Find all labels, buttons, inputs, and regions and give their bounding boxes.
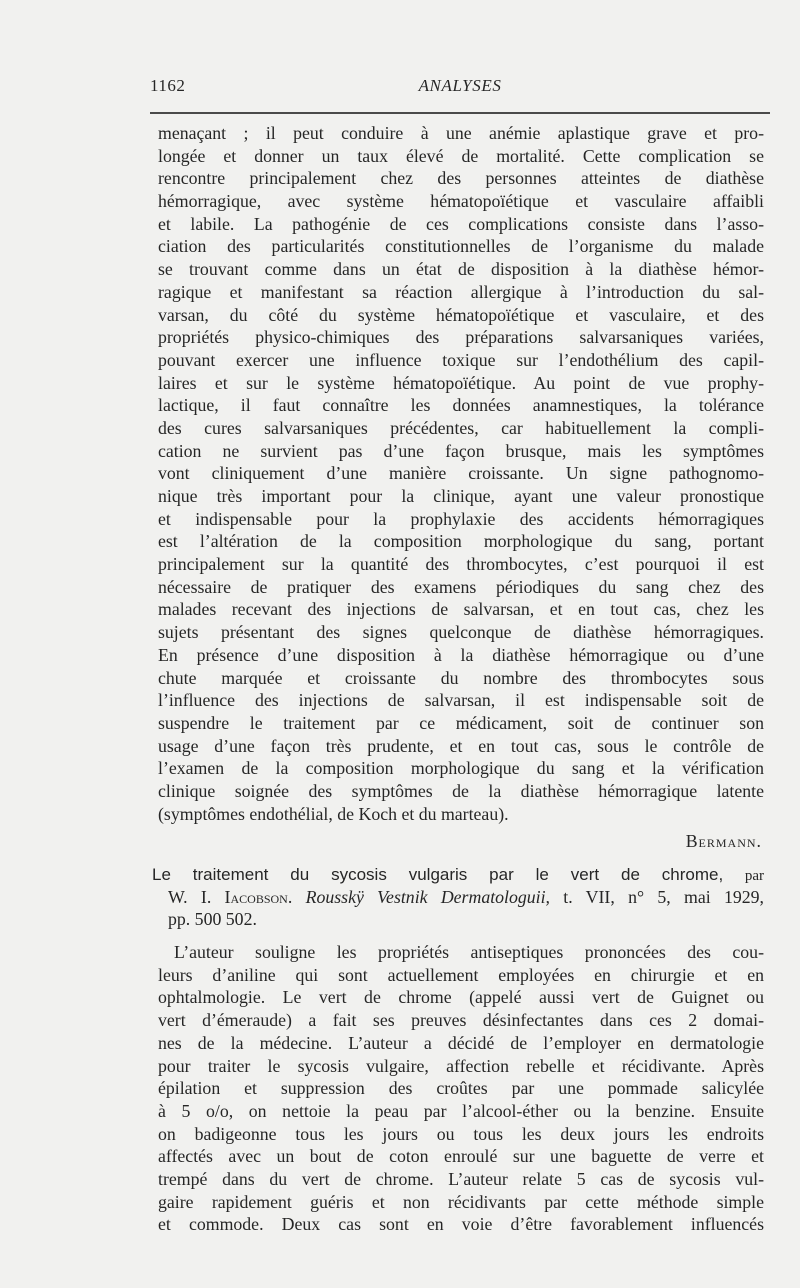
text-line: principalement sur la quantité des thrombocytes, c’est pourquoi il est (158, 554, 764, 575)
text-line: suspendre le traitement par ce médicament, soit de continuer son (158, 712, 764, 733)
article-title-by: par (744, 868, 764, 884)
text-line: nes de la médecine. L’auteur a décidé de l’employer en dermatologie (158, 1032, 764, 1053)
article-journal: Rousskÿ Vestnik Dermatologuii, (305, 886, 550, 907)
text-line: laires et sur le système hématopoïétique. Au point de vue prophy- (158, 372, 764, 393)
text-line: longée et donner un taux élevé de mortalité. Cette complication se (158, 145, 764, 166)
spacer (158, 931, 764, 941)
article-author: W. I. Iacobson. (168, 886, 293, 907)
text-line: trempé dans du vert de chrome. L’auteur relate 5 cas de sycosis vul- (158, 1168, 764, 1189)
text-line: L’auteur souligne les propriétés antiseptiques prononcées des cou- (174, 942, 764, 963)
text-line: ciation des particularités constitutionnelles de l’organisme du malade (158, 236, 764, 257)
text-line: chute marquée et croissante du nombre des thrombocytes sous (158, 667, 764, 688)
text-line: rencontre principalement chez des personnes atteintes de diathèse (158, 168, 764, 189)
author-signature: Bermann. (685, 831, 762, 852)
text-line: à 5 o/o, on nettoie la peau par l’alcool-éther ou la benzine. Ensuite (158, 1100, 764, 1121)
text-line: nique très important pour la clinique, ayant une valeur pronostique (158, 486, 764, 506)
text-line: on badigeonne tous les jours ou tous les deux jours les endroits (158, 1123, 764, 1144)
text-line: se trouvant comme dans un état de disposition à la diathèse hémor- (158, 259, 764, 280)
paragraph-salvarsan (158, 122, 764, 825)
text-line: épilation et suppression des croûtes par une pommade salicylée (158, 1078, 764, 1099)
article-volume: t. VII, n° 5, mai 1929, (563, 886, 764, 907)
text-line: En présence d’une disposition à la diathèse hémorragique ou d’une (158, 644, 764, 665)
text-line: varsan, du côté du système hématopoïétique et vasculaire, et des (158, 304, 764, 325)
text-line: lactique, il faut connaître les données anamnestiques, la tolérance (158, 395, 764, 416)
text-line: l’influence des injections de salvarsan, il est indispensable soit de (158, 690, 764, 711)
article-pages: pp. 500 502. (168, 909, 257, 930)
text-line: gaire rapidement guéris et non récidivants par cette méthode simple (158, 1191, 764, 1212)
text-line: menaçant ; il peut conduire à une anémie aplastique grave et pro- (158, 123, 764, 143)
text-line: (symptômes endothélial, de Koch et du marteau). (158, 803, 509, 824)
text-line: et labile. La pathogénie de ces complications consiste dans l’asso- (158, 213, 764, 234)
running-title: ANALYSES (418, 76, 502, 95)
text-line: cation ne survient pas d’une façon brusque, mais les symptômes (158, 440, 764, 461)
text-line: des cures salvarsaniques précédentes, car habituellement la compli- (158, 417, 764, 438)
text-line: clinique soignée des symptômes de la diathèse hémorragique latente (158, 780, 764, 801)
text-line: affectés avec un bout de coton enroulé sur une baguette de verre et (158, 1146, 764, 1167)
paragraph-chrome-green (158, 941, 764, 1236)
text-line: vont cliniquement d’une manière croissante. Un signe pathognomo- (158, 463, 764, 484)
header-rule (150, 112, 770, 114)
text-line: et indispensable pour la prophylaxie des accidents hémorragiques (158, 508, 764, 529)
text-line: malades recevant des injections de salvarsan, et en tout cas, chez les (158, 599, 764, 620)
text-line: vert d’émeraude) a fait ses preuves désinfectantes dans ces 2 domai- (158, 1010, 764, 1031)
text-line: usage d’une façon très prudente, et en tout cas, sous le contrôle de (158, 735, 764, 756)
article-title (152, 863, 764, 886)
page-header (150, 76, 770, 100)
text-line: et commode. Deux cas sont en voie d’être favorablement influencés (158, 1214, 764, 1235)
text-line: leurs d’aniline qui sont actuellement employées en chirurgie et en (158, 964, 764, 985)
text-line: ophtalmologie. Le vert de chrome (appelé aussi vert de Guignet ou (158, 987, 764, 1008)
text-line: nécessaire de pratiquer des examens périodiques du sang chez des (158, 576, 764, 597)
article-title-text: Le traitement du sycosis vulgaris par le vert de chrome, (152, 865, 724, 884)
text-line: est l’altération de la composition morphologique du sang, portant (158, 531, 764, 552)
article-citation (158, 886, 764, 909)
text-line: pour traiter le sycosis vulgaire, affection rebelle et récidivante. Après (158, 1055, 764, 1076)
page-body (152, 122, 764, 1236)
page-number: 1162 (150, 76, 186, 95)
text-line: propriétés physico-chimiques des préparations salvarsaniques variées, (158, 327, 764, 348)
text-line: sujets présentant des signes quelconque de diathèse hémorragiques. (158, 622, 764, 643)
text-line: pouvant exercer une influence toxique sur l’endothélium des capil- (158, 349, 764, 370)
text-line: hémorragique, avec système hématopoïétique et vasculaire affaibli (158, 191, 764, 212)
text-line: l’examen de la composition morphologique du sang et la vérification (158, 758, 764, 779)
text-line: ragique et manifestant sa réaction allergique à l’introduction du sal- (158, 281, 764, 302)
